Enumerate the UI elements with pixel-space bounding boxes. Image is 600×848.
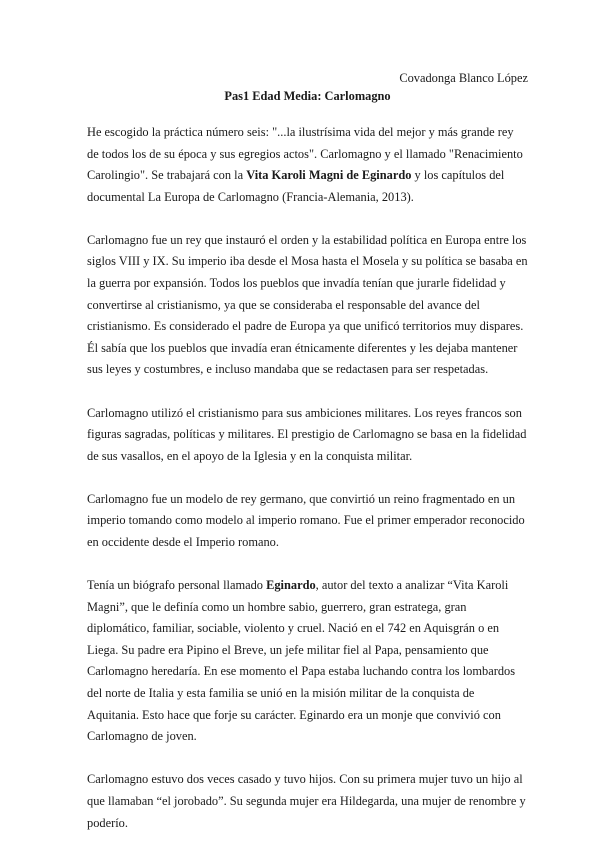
paragraph-intro-text-2: y los capítulos del documental La Europa de Carlomagno (Francia-Alemania, 2013).	[87, 168, 505, 204]
paragraph-germanic-king: Carlomagno fue un modelo de rey germano, que convirtió un reino fragmentado en un imperio tomando como modelo al imperio romano. Fue el primer emperador reconocido en occidente desde el Imperio romano.	[87, 491, 525, 549]
paragraph-biographer	[87, 575, 528, 748]
paragraph-biographer-text-1: Tenía un biógrafo personal llamado	[87, 578, 267, 593]
paragraph-reign: Carlomagno fue un rey que instauró el orden y la estabilidad política en Europa entre los siglos VIII y IX. Su imperio iba desde el Mosa hasta el Mosela y su política se basaba en la guerra por expansión. Todos los pueblos que invadía tenían que jurarle fidelidad y convertirse al cristianismo, ya que se consideraba el responsable del avance del cristianismo. Es considerado el padre de Europa ya que unificó territorios muy dispares. Él sabía que los pueblos que invadía eran étnicamente diferentes y les dejaba mantener sus leyes y costumbres, e incluso mandaba que se redactasen para ser respetadas.	[87, 232, 528, 377]
paragraph-christianity: Carlomagno utilizó el cristianismo para sus ambiciones militares. Los reyes francos son figuras sagradas, políticas y militares. El prestigio de Carlomagno se basa en la fidelidad de sus vasallos, en el apoyo de la Iglesia y en la conquista militar.	[87, 405, 527, 463]
paragraph-intro	[87, 122, 528, 208]
paragraph-marriages: Carlomagno estuvo dos veces casado y tuvo hijos. Con su primera mujer tuvo un hijo al que llamaban “el jorobado”. Su segunda mujer era Hildegarda, una mujer de renombre y poderío.	[87, 772, 526, 830]
paragraph-intro-text-1: He escogido la práctica número seis: "...la ilustrísima vida del mejor y más grande rey de todos los de su época y sus egregios actos". Carlomagno y el llamado "Renacimiento Carolingio". Se trabajará con la	[87, 125, 523, 183]
paragraph-biographer-bold: Eginardo	[266, 578, 316, 593]
author-name: Covadonga Blanco López	[399, 71, 528, 85]
paragraph-biographer-text-2: , autor del texto a analizar “Vita Karoli Magni”, que le definía como un hombre sabio, guerrero, gran estratega, gran diplomático, familiar, sociable, violento y cruel. Nació en el 742 en Aquisgrán o en Liega. Su padre era Pipino el Breve, un jefe militar fiel al Papa, pensamiento que Carlomagno heredaría. En ese momento el Papa estaba luchando contra los lombardos del norte de Italia y esta familia se unió en la misión militar de la conquista de Aquitania. Esto hace que forje su carácter. Eginardo era un monje que convivió con Carlomagno de joven.	[87, 578, 516, 744]
document-title: Pas1 Edad Media: Carlomagno	[224, 89, 391, 103]
paragraph-intro-bold: Vita Karoli Magni de Eginardo	[246, 168, 412, 183]
